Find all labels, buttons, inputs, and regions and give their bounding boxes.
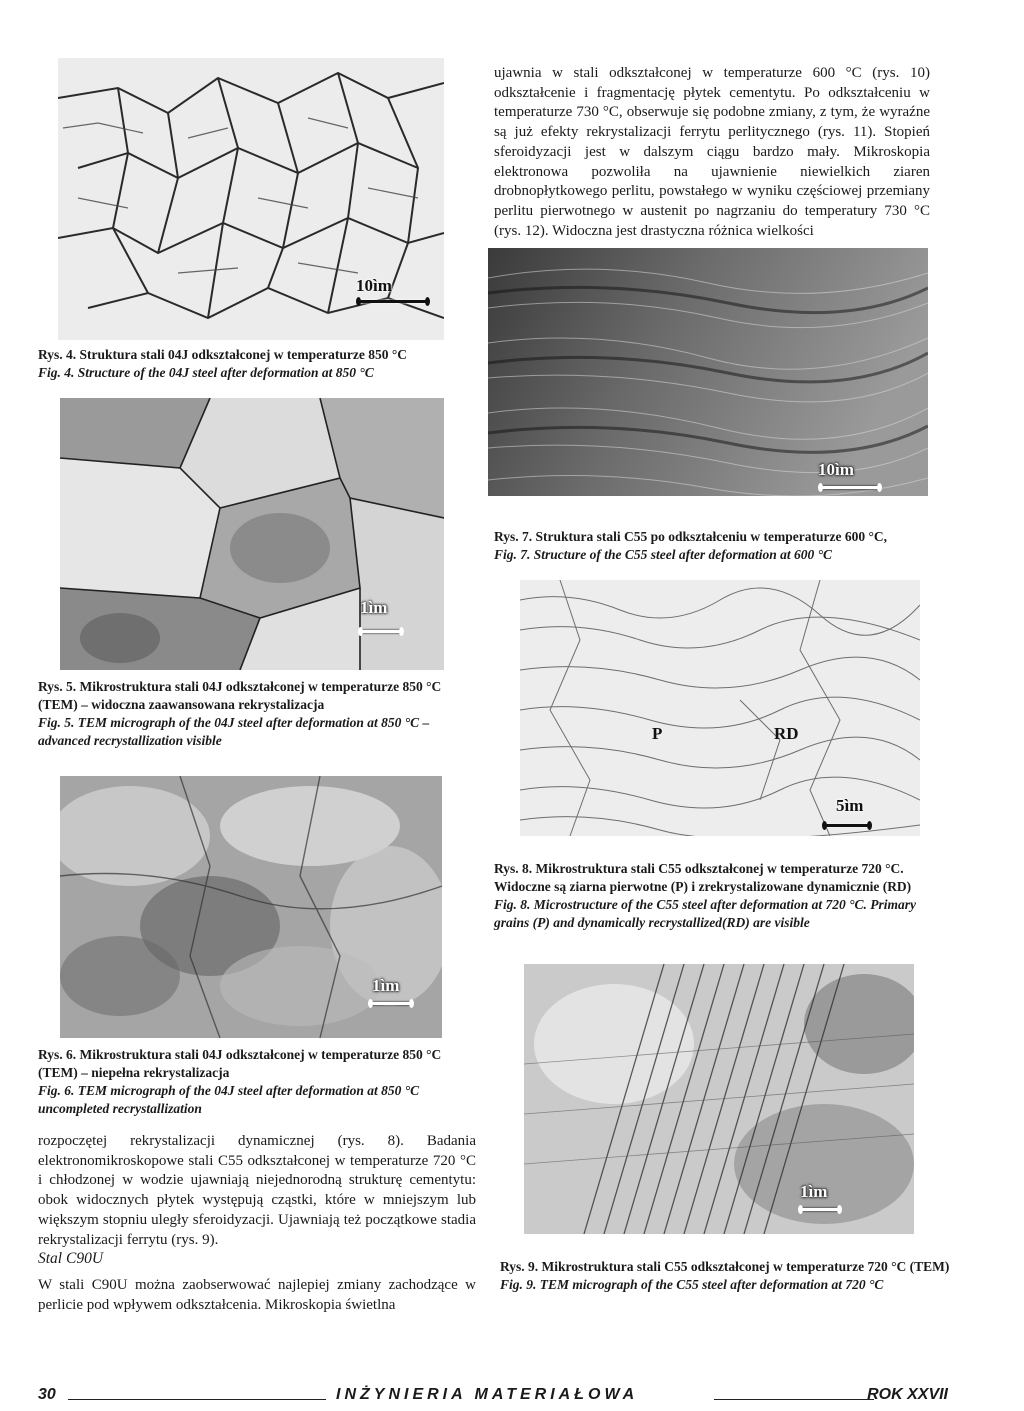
figure-9-caption bbox=[500, 1258, 950, 1294]
figure-4-scale-label: 10ìm bbox=[356, 276, 392, 295]
figure-4-caption-pl: Rys. 4. Struktura stali 04J odkształconej w temperaturze 850 °C bbox=[38, 347, 408, 362]
figure-6-scale-label: 1ìm bbox=[372, 976, 400, 995]
body-text-bottom-2 bbox=[38, 1276, 476, 1315]
figure-8-scale-label: 5ìm bbox=[836, 796, 864, 815]
figure-6-scale-bar bbox=[370, 1002, 412, 1005]
figure-9-scale-bar bbox=[800, 1208, 840, 1211]
body-text-top bbox=[494, 64, 930, 241]
figure-6-caption bbox=[38, 1046, 478, 1118]
figure-8-micrograph bbox=[520, 580, 920, 836]
figure-7-caption-en: Fig. 7. Structure of the C55 steel after deformation at 600 °C bbox=[494, 547, 833, 562]
figure-4-caption-en: Fig. 4. Structure of the 04J steel after deformation at 850 °C bbox=[38, 365, 374, 380]
figure-5-caption bbox=[38, 678, 478, 750]
figure-5-scale-label: 1ìm bbox=[360, 598, 388, 617]
figure-8-label-rd: RD bbox=[774, 724, 799, 743]
figure-8-label-p: P bbox=[652, 724, 663, 743]
figure-8-scale-bar bbox=[824, 824, 870, 827]
page-number: 30 bbox=[38, 1386, 56, 1403]
figure-8-caption-en: Fig. 8. Microstructure of the C55 steel after deformation at 720 °C. Primary grains (P) and dynamically recrystallized(RD) are visible bbox=[494, 897, 917, 930]
figure-6-caption-pl: Rys. 6. Mikrostruktura stali 04J odkształconej w temperaturze 850 °C (TEM) – niepełna rekrystalizacja bbox=[38, 1047, 442, 1080]
figure-7-caption-pl: Rys. 7. Struktura stali C55 po odkształceniu w temperaturze 600 °C, bbox=[494, 529, 888, 544]
figure-6-caption-en: Fig. 6. TEM micrograph of the 04J steel after deformation at 850 °C uncompleted recrystallization bbox=[38, 1083, 420, 1116]
figure-4-caption bbox=[38, 346, 458, 382]
page-footer bbox=[38, 1386, 948, 1408]
volume-label: ROK XXVII bbox=[867, 1386, 948, 1403]
figure-5-caption-en: Fig. 5. TEM micrograph of the 04J steel after deformation at 850 °C – advanced recrystallization visible bbox=[38, 715, 430, 748]
figure-4-micrograph bbox=[58, 58, 444, 340]
body-text-bottom bbox=[38, 1132, 476, 1250]
figure-4-scale-bar bbox=[358, 300, 428, 303]
journal-name: INŻYNIERIA MATERIAŁOWA bbox=[336, 1386, 639, 1403]
figure-7-scale-bar bbox=[820, 486, 880, 489]
body-paragraph-top: ujawnia w stali odkształconej w temperaturze 600 °C (rys. 10) odkształcenie i fragmentację płytek cementytu. Po odkształceniu w temperaturze 730 °C, obserwuje się podobne zmiany, z tym, że wyraźne są już efekty rekrystalizacji ferrytu perlitycznego (rys. 11). Stopień sferoidyzacji jest w dalszym ciągu bardzo mały. Mikroskopia elektronowa pozwoliła na ujawnienie niewielkich ziaren drobnopłytkowego perlitu, powstałego w wyniku częściowej przemiany perlitu pierwotnego w austenit po nagrzaniu do temperatury 730 °C (rys. 12). Widoczna jest drastyczna różnica wielkości bbox=[494, 65, 930, 239]
figure-7-scale-label: 10ìm bbox=[818, 460, 854, 479]
section-heading-c90u: Stal C90U bbox=[38, 1250, 104, 1267]
figure-8-caption-pl: Rys. 8. Mikrostruktura stali C55 odkształconej w temperaturze 720 °C. Widoczne są ziarna pierwotne (P) i zrekrystalizowane dynamicznie (RD) bbox=[494, 861, 912, 894]
figure-9-caption-en: Fig. 9. TEM micrograph of the C55 steel after deformation at 720 °C bbox=[500, 1277, 884, 1292]
footer-rule-left bbox=[68, 1399, 326, 1400]
figure-7-caption bbox=[494, 528, 944, 564]
figure-7-micrograph bbox=[488, 248, 928, 496]
figure-9-caption-pl: Rys. 9. Mikrostruktura stali C55 odkształconej w temperaturze 720 °C (TEM) bbox=[500, 1259, 950, 1274]
figure-5-caption-pl: Rys. 5. Mikrostruktura stali 04J odkształconej w temperaturze 850 °C (TEM) – widoczna zaawansowana rekrystalizacja bbox=[38, 679, 442, 712]
figure-9-scale-label: 1ìm bbox=[800, 1182, 828, 1201]
figure-8-caption bbox=[494, 860, 940, 932]
body-paragraph-bottom-2: W stali C90U można zaobserwować najlepiej zmiany zachodzące w perlicie pod wpływem odkształcenia. Mikroskopia świetlna bbox=[38, 1277, 476, 1313]
figure-9-micrograph bbox=[524, 964, 914, 1234]
figure-5-micrograph bbox=[60, 398, 444, 670]
body-paragraph-bottom-1: rozpoczętej rekrystalizacji dynamicznej (rys. 8). Badania elektronomikroskopowe stali C55 odkształconej w temperaturze 720 °C i chłodzonej w wodzie ujawniają niejednorodną strukturę cementytu: obok widocznych płytek występują cząstki, które w mniejszym lub większym stopniu uległy sferoidyzacji. Ujawniają też początkowe stadia rekrystalizacji ferrytu (rys. 9). bbox=[38, 1133, 476, 1248]
figure-6-micrograph bbox=[60, 776, 442, 1038]
figure-5-scale-bar bbox=[360, 630, 402, 633]
footer-rule-right bbox=[714, 1399, 874, 1400]
